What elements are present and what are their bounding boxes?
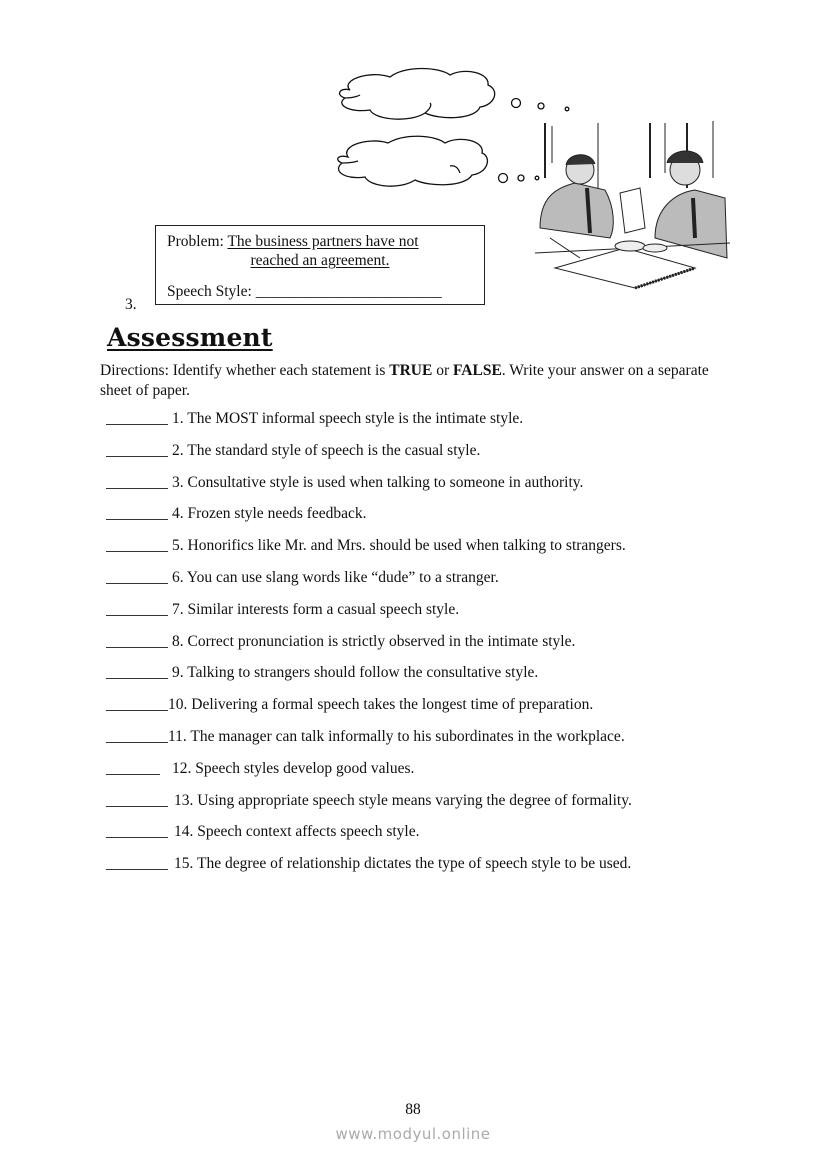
item-text: 5. Honorifics like Mr. and Mrs. should be used when talking to strangers. (172, 537, 626, 555)
list-item (106, 601, 766, 633)
item-text: 14. Speech context affects speech style. (174, 823, 420, 841)
item-text: 7. Similar interests form a casual speech style. (172, 600, 460, 618)
speech-style-blank[interactable]: ________________________ (255, 283, 442, 300)
problem-text-line1: The business partners have not (227, 233, 419, 250)
or-word: or (432, 362, 453, 379)
problem-text-line2: reached an agreement. (250, 252, 390, 269)
list-item (106, 537, 766, 569)
list-item (106, 569, 766, 601)
thought-cloud-bottom (338, 136, 488, 186)
item-text: 12. Speech styles develop good values. (172, 759, 415, 777)
list-item (106, 633, 766, 665)
item-text: 2. The standard style of speech is the casual style. (172, 441, 481, 459)
answer-blank[interactable] (106, 537, 168, 552)
item-text: 15. The degree of relationship dictates the type of speech style to be used. (174, 855, 632, 873)
assessment-title: Assessment (107, 323, 273, 352)
problem-label: Problem: (167, 233, 224, 250)
answer-blank[interactable] (106, 760, 160, 775)
watermark: www.modyul.online (335, 1125, 491, 1143)
answer-blank[interactable] (106, 728, 168, 743)
list-item (106, 474, 766, 506)
list-item (106, 823, 766, 855)
answer-blank[interactable] (106, 664, 168, 679)
item-text: 8. Correct pronunciation is strictly observed in the intimate style. (172, 632, 576, 650)
item-text: 4. Frozen style needs feedback. (172, 505, 367, 523)
item-text: 9. Talking to strangers should follow the consultative style. (172, 664, 539, 682)
list-item (106, 664, 766, 696)
list-item (106, 696, 766, 728)
page-number: 88 (405, 1101, 421, 1118)
answer-blank[interactable] (106, 855, 168, 870)
list-item (106, 410, 766, 442)
activity-item-number: 3. (125, 296, 137, 313)
directions (100, 361, 740, 401)
answer-blank[interactable] (106, 633, 168, 648)
answer-blank[interactable] (106, 696, 168, 711)
item-text: 11. The manager can talk informally to his subordinates in the workplace. (168, 727, 625, 745)
answer-blank[interactable] (106, 601, 168, 616)
directions-suffix: . Write your answer on a separate sheet of paper. (100, 362, 709, 399)
speech-style-label: Speech Style: (167, 283, 252, 300)
answer-blank[interactable] (106, 410, 168, 425)
list-item (106, 792, 766, 824)
true-word: TRUE (389, 362, 433, 379)
list-item (106, 505, 766, 537)
item-text: 1. The MOST informal speech style is the intimate style. (172, 410, 524, 427)
answer-blank[interactable] (106, 792, 168, 807)
answer-blank[interactable] (106, 474, 168, 489)
item-text: 13. Using appropriate speech style means varying the degree of formality. (174, 791, 632, 809)
list-item (106, 442, 766, 474)
false-word: FALSE (452, 362, 502, 379)
item-text: 10. Delivering a formal speech takes the longest time of preparation. (168, 696, 594, 714)
directions-prefix: Directions: Identify whether each statement is (100, 362, 390, 379)
answer-blank[interactable] (106, 823, 168, 838)
answer-blank[interactable] (106, 505, 168, 520)
item-text: 6. You can use slang words like “dude” to a stranger. (172, 568, 499, 586)
item-text: 3. Consultative style is used when talking to someone in authority. (172, 473, 584, 491)
problem-box (155, 225, 485, 305)
list-item (106, 728, 766, 760)
answer-blank[interactable] (106, 442, 168, 457)
thought-cloud-top (340, 69, 495, 120)
answer-blank[interactable] (106, 569, 168, 584)
list-item (106, 855, 766, 887)
business-meeting-illustration (535, 118, 730, 298)
list-item (106, 760, 766, 792)
assessment-items (106, 410, 766, 887)
